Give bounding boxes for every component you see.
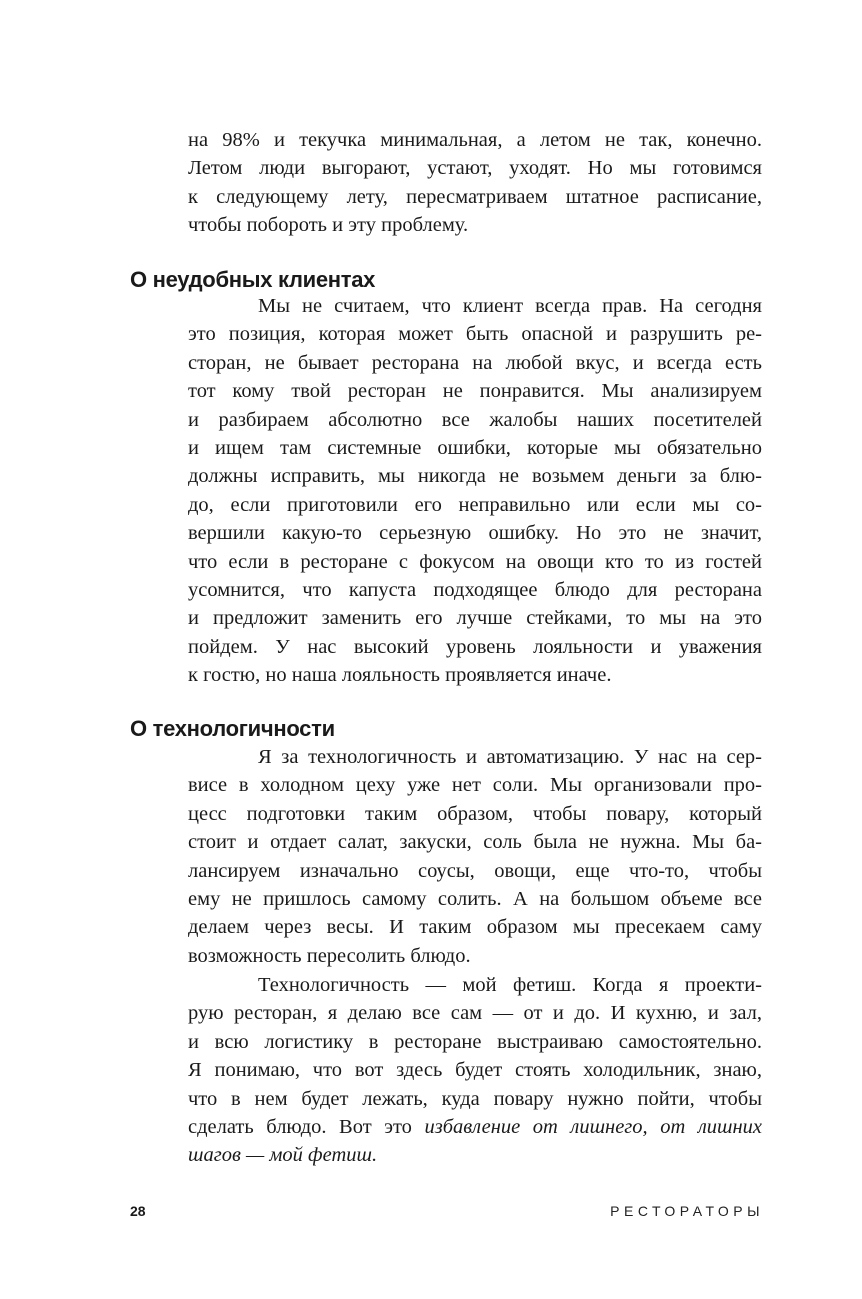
text-line bbox=[188, 1113, 762, 1141]
text-line: сторан, не бывает ресторана на любой вкус, и всегда есть bbox=[188, 351, 762, 374]
text-line: и ищем там системные ошибки, которые мы обязательно bbox=[188, 436, 762, 459]
text-line: Я понимаю, что вот здесь будет стоять холодильник, знаю, bbox=[188, 1059, 762, 1082]
running-title: РЕСТОРАТОРЫ bbox=[610, 1203, 764, 1219]
text-line: Технологичность — мой фетиш. Когда я проекти- bbox=[258, 974, 762, 996]
text-line: к следующему лету, пересматриваем штатное расписание, bbox=[188, 185, 762, 208]
text-line: лансируем изначально соусы, овощи, еще что-то, чтобы bbox=[188, 859, 762, 882]
paragraph-technology-2 bbox=[188, 971, 762, 1170]
text-line: стоит и отдает салат, закуски, соль была не нужна. Мы ба- bbox=[188, 831, 762, 854]
text-line: и разбираем абсолютно все жалобы наших посетителей bbox=[188, 408, 762, 431]
text-line: ему не пришлось самому солить. А на большом объеме все bbox=[188, 887, 762, 910]
section-heading-technology: О технологичности bbox=[130, 716, 335, 741]
text-line: вершили какую-то серьезную ошибку. Но это не значит, bbox=[188, 522, 762, 545]
text-line: тот кому твой ресторан не понравится. Мы анализируем bbox=[188, 380, 762, 403]
text-line: пойдем. У нас высокий уровень лояльности и уважения bbox=[188, 635, 762, 658]
paragraph-technology-1 bbox=[188, 743, 762, 970]
text-line: цесс подготовки таким образом, чтобы повару, который bbox=[188, 802, 762, 825]
text-line: что в нем будет лежать, куда повару нужно пойти, чтобы bbox=[188, 1087, 762, 1110]
page-number: 28 bbox=[130, 1203, 146, 1219]
text-line: Мы не считаем, что клиент всегда прав. На сегодня bbox=[258, 295, 762, 317]
text-line: возможность пересолить блюдо. bbox=[188, 944, 471, 967]
paragraph-difficult-clients bbox=[188, 292, 762, 689]
text-line: Я за технологичность и автоматизацию. У нас на сер- bbox=[258, 746, 762, 768]
text-line: усомнится, что капуста подходящее блюдо для ресторана bbox=[188, 578, 762, 601]
text-line: до, если приготовили его неправильно или если мы со- bbox=[188, 493, 762, 516]
italic-emphasis: избавление от лишнего, от лишних bbox=[424, 1115, 762, 1138]
paragraph-continued bbox=[188, 126, 762, 240]
text-line: что если в ресторане с фокусом на овощи кто то из гостей bbox=[188, 550, 762, 573]
text-line: чтобы побороть и эту проблему. bbox=[188, 214, 469, 237]
text-line: это позиция, которая может быть опасной и разрушить ре- bbox=[188, 323, 762, 346]
text-line: и предложит заменить его лучше стейками, то мы на это bbox=[188, 607, 762, 630]
text-span: сделать блюдо. Вот это bbox=[188, 1115, 425, 1138]
italic-emphasis-line: шагов — мой фетиш. bbox=[188, 1144, 378, 1167]
text-line: висе в холодном цеху уже нет соли. Мы организовали про- bbox=[188, 774, 762, 797]
text-line: и всю логистику в ресторане выстраиваю самостоятельно. bbox=[188, 1030, 762, 1053]
text-line: Летом люди выгорают, устают, уходят. Но мы готовимся bbox=[188, 157, 762, 180]
text-line: делаем через весы. И таким образом мы пресекаем саму bbox=[188, 916, 762, 939]
text-line: к гостю, но наша лояльность проявляется иначе. bbox=[188, 664, 612, 687]
text-line: рую ресторан, я делаю все сам — от и до. И кухню, и зал, bbox=[188, 1002, 762, 1025]
text-line: на 98% и текучка минимальная, а летом не так, конечно. bbox=[188, 129, 762, 151]
text-line: должны исправить, мы никогда не возьмем деньги за блю- bbox=[188, 465, 762, 488]
section-heading-difficult-clients: О неудобных клиентах bbox=[130, 267, 376, 292]
